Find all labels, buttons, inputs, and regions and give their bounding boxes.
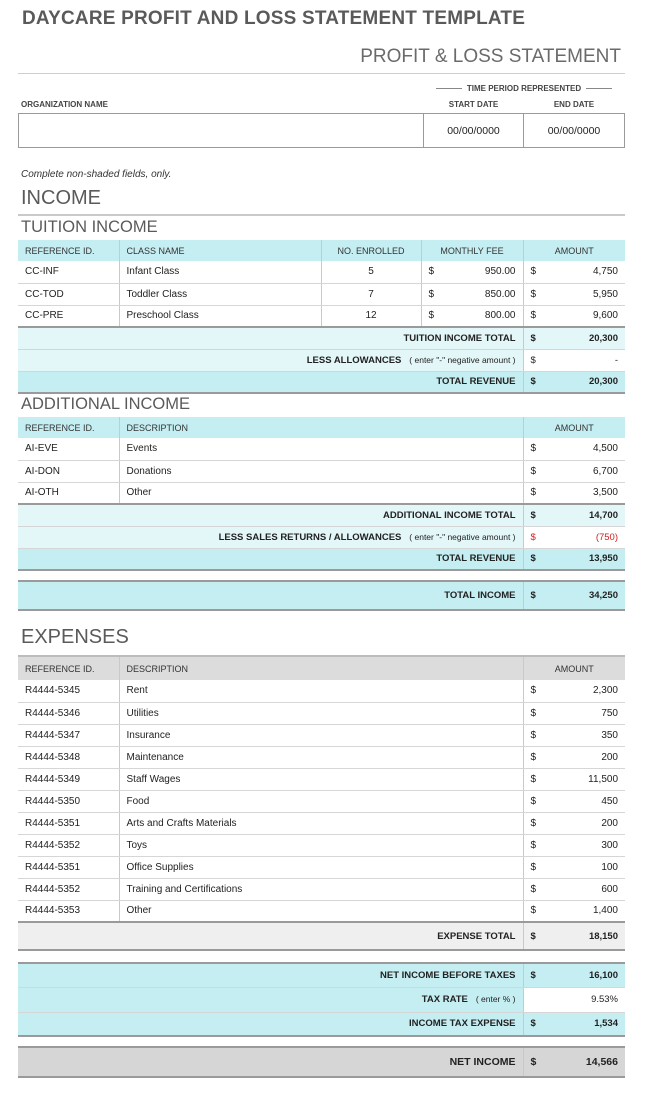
sales-returns-label-cell bbox=[18, 526, 523, 548]
additional-total-row bbox=[18, 504, 625, 526]
currency-symbol: $ bbox=[530, 465, 537, 477]
sales-returns-value: (750) bbox=[595, 531, 618, 543]
tuition-income-table bbox=[18, 240, 625, 394]
income-tax-expense-label: INCOME TAX EXPENSE bbox=[18, 1012, 523, 1036]
fee-value: 800.00 bbox=[484, 310, 516, 322]
ref-cell[interactable]: CC-TOD bbox=[18, 283, 119, 305]
table-row bbox=[18, 305, 625, 327]
currency-symbol: $ bbox=[530, 553, 536, 565]
time-period-label: TIME PERIOD REPRESENTED bbox=[466, 84, 582, 93]
enrolled-cell[interactable]: 5 bbox=[321, 261, 421, 283]
amount-cell[interactable] bbox=[523, 790, 625, 812]
organization-name-field[interactable] bbox=[18, 113, 424, 148]
total-income-row bbox=[18, 581, 625, 610]
expenses-heading: EXPENSES bbox=[21, 626, 129, 648]
amount-cell[interactable] bbox=[523, 724, 625, 746]
amount-value: 600 bbox=[601, 883, 618, 895]
instruction-note: Complete non-shaded fields, only. bbox=[21, 169, 172, 180]
col-header-fee: MONTHLY FEE bbox=[421, 240, 523, 261]
currency-symbol: $ bbox=[530, 839, 537, 851]
income-heading: INCOME bbox=[21, 187, 101, 209]
document-title: DAYCARE PROFIT AND LOSS STATEMENT TEMPLATE bbox=[22, 8, 526, 29]
currency-symbol: $ bbox=[530, 509, 536, 521]
amount-cell[interactable] bbox=[523, 460, 625, 482]
currency-symbol: $ bbox=[530, 861, 537, 873]
ref-cell[interactable]: R4444-5347 bbox=[18, 724, 119, 746]
description-cell[interactable]: Staff Wages bbox=[119, 768, 523, 790]
statement-title: PROFIT & LOSS STATEMENT bbox=[360, 46, 621, 67]
amount-value: 450 bbox=[601, 795, 618, 807]
expense-total-cell bbox=[523, 922, 625, 950]
additional-total-value: 14,700 bbox=[588, 509, 618, 521]
amount-value: 6,700 bbox=[592, 465, 618, 477]
col-header-description: DESCRIPTION bbox=[119, 656, 523, 680]
currency-symbol: $ bbox=[428, 310, 435, 322]
less-allowances-label: LESS ALLOWANCES bbox=[306, 354, 402, 366]
class-cell[interactable]: Preschool Class bbox=[119, 305, 321, 327]
col-header-ref: REFERENCE ID. bbox=[18, 417, 119, 438]
description-cell[interactable]: Rent bbox=[119, 680, 523, 702]
currency-symbol: $ bbox=[530, 310, 537, 322]
currency-symbol: $ bbox=[530, 332, 536, 344]
tax-rate-label: TAX RATE bbox=[421, 994, 468, 1005]
end-date-label: END DATE bbox=[553, 100, 595, 109]
ref-cell[interactable]: R4444-5350 bbox=[18, 790, 119, 812]
currency-symbol: $ bbox=[530, 795, 537, 807]
title-divider bbox=[18, 73, 625, 74]
currency-symbol: $ bbox=[530, 930, 536, 942]
ref-cell[interactable]: R4444-5345 bbox=[18, 680, 119, 702]
amount-cell[interactable] bbox=[523, 834, 625, 856]
description-cell[interactable]: Utilities bbox=[119, 702, 523, 724]
amount-cell bbox=[523, 305, 625, 327]
table-row bbox=[18, 900, 625, 922]
sales-returns-hint: ( enter "-" negative amount ) bbox=[409, 531, 516, 542]
fee-cell[interactable] bbox=[421, 261, 523, 283]
currency-symbol: $ bbox=[428, 288, 435, 300]
tuition-total-row bbox=[18, 327, 625, 349]
amount-value: 750 bbox=[601, 707, 618, 719]
table-row bbox=[18, 261, 625, 283]
description-cell[interactable]: Other bbox=[119, 900, 523, 922]
tuition-header-row bbox=[18, 240, 625, 261]
total-income-value: 34,250 bbox=[588, 590, 618, 601]
amount-value: 9,600 bbox=[592, 310, 618, 322]
net-income-value: 14,566 bbox=[585, 1056, 618, 1068]
description-cell[interactable]: Donations bbox=[119, 460, 523, 482]
description-cell[interactable]: Office Supplies bbox=[119, 856, 523, 878]
amount-cell[interactable] bbox=[523, 878, 625, 900]
ref-cell[interactable]: R4444-5346 bbox=[18, 702, 119, 724]
expense-total-label: EXPENSE TOTAL bbox=[18, 922, 523, 950]
sales-returns-label: LESS SALES RETURNS / ALLOWANCES bbox=[218, 531, 402, 543]
amount-cell[interactable] bbox=[523, 702, 625, 724]
amount-cell[interactable] bbox=[523, 438, 625, 460]
amount-value: 1,400 bbox=[592, 905, 618, 917]
income-tax-expense-value: 1,534 bbox=[594, 1018, 618, 1030]
ref-cell[interactable]: R4444-5348 bbox=[18, 746, 119, 768]
time-period-caption bbox=[436, 84, 612, 93]
currency-symbol: $ bbox=[530, 590, 536, 601]
ref-cell[interactable]: R4444-5351 bbox=[18, 812, 119, 834]
amount-cell[interactable] bbox=[523, 900, 625, 922]
amount-cell[interactable] bbox=[523, 680, 625, 702]
less-allowances-cell[interactable] bbox=[523, 349, 625, 371]
net-before-taxes-cell bbox=[523, 963, 625, 987]
table-row bbox=[18, 812, 625, 834]
fee-cell[interactable] bbox=[421, 305, 523, 327]
tax-rate-hint: ( enter % ) bbox=[475, 994, 516, 1004]
organization-label: ORGANIZATION NAME bbox=[21, 100, 108, 109]
table-row bbox=[18, 856, 625, 878]
currency-symbol: $ bbox=[530, 1056, 537, 1068]
tuition-revenue-row bbox=[18, 371, 625, 393]
currency-symbol: $ bbox=[428, 266, 435, 278]
tuition-revenue-cell bbox=[523, 371, 625, 393]
description-cell[interactable]: Training and Certifications bbox=[119, 878, 523, 900]
table-row bbox=[18, 790, 625, 812]
less-allowances-row bbox=[18, 349, 625, 371]
col-header-ref: REFERENCE ID. bbox=[18, 656, 119, 680]
class-cell[interactable]: Infant Class bbox=[119, 261, 321, 283]
ref-cell[interactable]: CC-PRE bbox=[18, 305, 119, 327]
table-row bbox=[18, 724, 625, 746]
net-before-taxes-value: 16,100 bbox=[588, 969, 618, 981]
tax-table bbox=[18, 962, 625, 1037]
ref-cell[interactable]: R4444-5352 bbox=[18, 834, 119, 856]
table-row bbox=[18, 834, 625, 856]
currency-symbol: $ bbox=[530, 773, 537, 785]
additional-total-label: ADDITIONAL INCOME TOTAL bbox=[18, 504, 523, 526]
start-date-label: START DATE bbox=[448, 100, 499, 109]
table-row bbox=[18, 460, 625, 482]
currency-symbol: $ bbox=[530, 685, 537, 697]
amount-value: 300 bbox=[601, 839, 618, 851]
amount-cell[interactable] bbox=[523, 812, 625, 834]
col-header-ref: REFERENCE ID. bbox=[18, 240, 119, 261]
col-header-description: DESCRIPTION bbox=[119, 417, 523, 438]
col-header-enrolled: NO. ENROLLED bbox=[321, 240, 421, 261]
net-income-table bbox=[18, 1046, 625, 1078]
ref-cell[interactable]: AI-OTH bbox=[18, 482, 119, 504]
ref-cell[interactable]: R4444-5349 bbox=[18, 768, 119, 790]
amount-value: 200 bbox=[601, 817, 618, 829]
amount-value: 3,500 bbox=[592, 487, 618, 499]
enrolled-cell[interactable]: 12 bbox=[321, 305, 421, 327]
currency-symbol: $ bbox=[530, 905, 537, 917]
tax-rate-field[interactable]: 9.53% bbox=[523, 987, 625, 1012]
currency-symbol: $ bbox=[530, 969, 536, 981]
tuition-revenue-label: TOTAL REVENUE bbox=[18, 371, 523, 393]
amount-cell bbox=[523, 261, 625, 283]
additional-revenue-value: 13,950 bbox=[588, 553, 618, 565]
currency-symbol: $ bbox=[530, 376, 536, 388]
additional-revenue-cell bbox=[523, 548, 625, 570]
tuition-total-label: TUITION INCOME TOTAL bbox=[18, 327, 523, 349]
expense-total-row bbox=[18, 922, 625, 950]
net-before-taxes-label: NET INCOME BEFORE TAXES bbox=[18, 963, 523, 987]
end-date-field[interactable]: 00/00/0000 bbox=[523, 113, 625, 148]
col-header-amount: AMOUNT bbox=[523, 240, 625, 261]
less-allowances-value: - bbox=[614, 354, 618, 366]
amount-value: 4,500 bbox=[592, 443, 618, 455]
tax-rate-row bbox=[18, 987, 625, 1012]
description-cell[interactable]: Food bbox=[119, 790, 523, 812]
col-header-amount: AMOUNT bbox=[523, 417, 625, 438]
total-income-cell bbox=[523, 581, 625, 610]
amount-cell[interactable] bbox=[523, 746, 625, 768]
currency-symbol: $ bbox=[530, 751, 537, 763]
net-before-taxes-row bbox=[18, 963, 625, 987]
table-row bbox=[18, 482, 625, 504]
expense-total-value: 18,150 bbox=[588, 930, 618, 942]
net-income-cell bbox=[523, 1047, 625, 1077]
currency-symbol: $ bbox=[530, 443, 537, 455]
net-income-row bbox=[18, 1047, 625, 1077]
currency-symbol: $ bbox=[530, 487, 537, 499]
currency-symbol: $ bbox=[530, 531, 536, 543]
currency-symbol: $ bbox=[530, 883, 537, 895]
amount-value: 4,750 bbox=[592, 266, 618, 278]
ref-cell[interactable]: R4444-5353 bbox=[18, 900, 119, 922]
amount-value: 350 bbox=[601, 729, 618, 741]
less-allowances-label-cell bbox=[18, 349, 523, 371]
description-cell[interactable]: Maintenance bbox=[119, 746, 523, 768]
tuition-total-value: 20,300 bbox=[588, 332, 618, 344]
amount-value: 5,950 bbox=[592, 288, 618, 300]
income-divider bbox=[18, 214, 625, 216]
tuition-income-heading: TUITION INCOME bbox=[21, 218, 158, 236]
additional-header-row bbox=[18, 417, 625, 438]
table-row bbox=[18, 746, 625, 768]
fee-value: 950.00 bbox=[484, 266, 516, 278]
amount-value: 200 bbox=[601, 751, 618, 763]
ref-cell[interactable]: CC-INF bbox=[18, 261, 119, 283]
amount-value: 2,300 bbox=[592, 685, 618, 697]
amount-cell[interactable] bbox=[523, 482, 625, 504]
ref-cell[interactable]: R4444-5351 bbox=[18, 856, 119, 878]
start-date-field[interactable]: 00/00/0000 bbox=[423, 113, 524, 148]
total-income-label: TOTAL INCOME bbox=[18, 581, 523, 610]
currency-symbol: $ bbox=[530, 288, 537, 300]
additional-income-table bbox=[18, 417, 625, 571]
amount-cell[interactable] bbox=[523, 768, 625, 790]
tuition-revenue-value: 20,300 bbox=[588, 376, 618, 388]
tuition-total-cell bbox=[523, 327, 625, 349]
ref-cell[interactable]: AI-DON bbox=[18, 460, 119, 482]
additional-revenue-label: TOTAL REVENUE bbox=[18, 548, 523, 570]
ref-cell[interactable]: AI-EVE bbox=[18, 438, 119, 460]
sales-returns-row bbox=[18, 526, 625, 548]
amount-value: 11,500 bbox=[588, 773, 618, 785]
sales-returns-cell[interactable] bbox=[523, 526, 625, 548]
income-tax-expense-row bbox=[18, 1012, 625, 1036]
table-row bbox=[18, 702, 625, 724]
table-row bbox=[18, 878, 625, 900]
currency-symbol: $ bbox=[530, 729, 537, 741]
additional-total-cell bbox=[523, 504, 625, 526]
ref-cell[interactable]: R4444-5352 bbox=[18, 878, 119, 900]
less-allowances-hint: ( enter "-" negative amount ) bbox=[409, 354, 516, 365]
description-cell[interactable]: Insurance bbox=[119, 724, 523, 746]
enrolled-cell[interactable]: 7 bbox=[321, 283, 421, 305]
amount-cell[interactable] bbox=[523, 856, 625, 878]
description-cell[interactable]: Toys bbox=[119, 834, 523, 856]
fee-cell[interactable] bbox=[421, 283, 523, 305]
table-row bbox=[18, 680, 625, 702]
total-income-table bbox=[18, 580, 625, 611]
net-income-label: NET INCOME bbox=[18, 1047, 523, 1077]
tax-rate-label-cell bbox=[18, 987, 523, 1012]
table-row bbox=[18, 768, 625, 790]
class-cell[interactable]: Toddler Class bbox=[119, 283, 321, 305]
amount-value: 100 bbox=[601, 861, 618, 873]
currency-symbol: $ bbox=[530, 707, 537, 719]
expenses-header-row bbox=[18, 656, 625, 680]
col-header-class: CLASS NAME bbox=[119, 240, 321, 261]
fee-value: 850.00 bbox=[484, 288, 516, 300]
expenses-table bbox=[18, 655, 625, 951]
additional-income-heading: ADDITIONAL INCOME bbox=[21, 395, 190, 413]
col-header-amount: AMOUNT bbox=[523, 656, 625, 680]
amount-cell bbox=[523, 283, 625, 305]
currency-symbol: $ bbox=[530, 817, 537, 829]
description-cell[interactable]: Arts and Crafts Materials bbox=[119, 812, 523, 834]
table-row bbox=[18, 283, 625, 305]
currency-symbol: $ bbox=[530, 266, 537, 278]
currency-symbol: $ bbox=[530, 354, 536, 366]
currency-symbol: $ bbox=[530, 1018, 536, 1030]
table-row bbox=[18, 438, 625, 460]
description-cell[interactable]: Other bbox=[119, 482, 523, 504]
income-tax-expense-cell bbox=[523, 1012, 625, 1036]
additional-revenue-row bbox=[18, 548, 625, 570]
description-cell[interactable]: Events bbox=[119, 438, 523, 460]
